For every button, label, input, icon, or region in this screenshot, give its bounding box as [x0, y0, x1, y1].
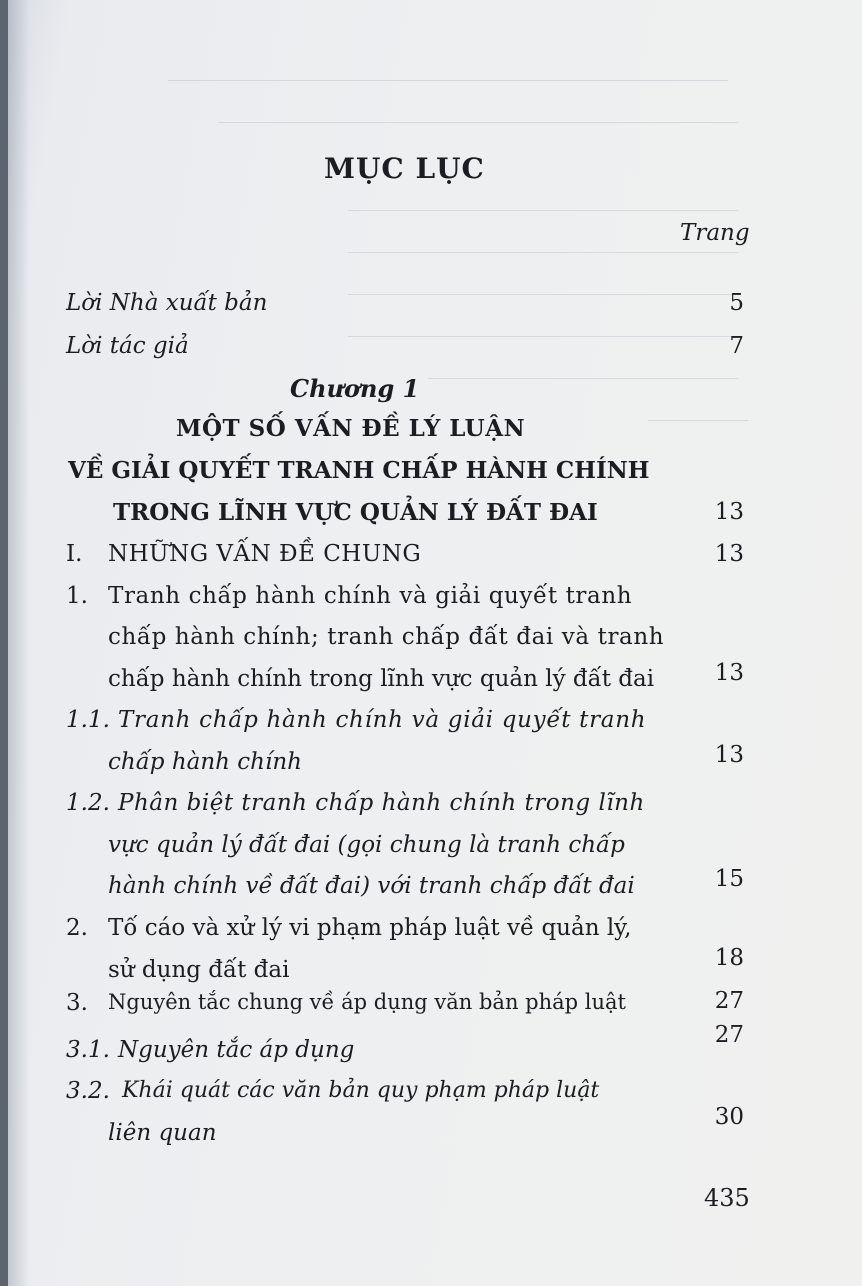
chapter-label: Chương 1 — [290, 374, 420, 403]
section-title: NHỮNG VẤN ĐỀ CHUNG — [108, 541, 422, 567]
item-text-line: Phân biệt tranh chấp hành chính trong lĩnh — [118, 790, 645, 816]
toc-page-number: 27 — [714, 988, 744, 1014]
chapter-title-line: TRONG LĨNH VỰC QUẢN LÝ ĐẤT ĐAI — [113, 499, 598, 526]
item-text-line: Nguyên tắc chung về áp dụng văn bản pháp luật — [108, 990, 626, 1014]
item-number: 1.2. — [66, 790, 110, 816]
item-text-line: Tố cáo và xử lý vi phạm pháp luật về quản lý, — [108, 915, 632, 941]
toc-page-number: 15 — [714, 866, 744, 892]
item-text-line: Khái quát các văn bản quy phạm pháp luật — [122, 1078, 600, 1103]
item-text-line: Tranh chấp hành chính và giải quyết tranh — [118, 707, 647, 733]
section-number: I. — [66, 541, 83, 567]
item-text-line: Tranh chấp hành chính và giải quyết tranh — [108, 583, 633, 609]
item-text-line: vực quản lý đất đai (gọi chung là tranh chấp — [108, 832, 625, 858]
item-number: 3.1. — [66, 1037, 110, 1063]
chapter-title-line: MỘT SỐ VẤN ĐỀ LÝ LUẬN — [176, 415, 526, 442]
item-number: 1.1. — [66, 707, 110, 733]
item-text-line: liên quan — [108, 1120, 217, 1146]
item-text-line: Nguyên tắc áp dụng — [118, 1037, 355, 1063]
toc-page-number: 30 — [714, 1104, 744, 1130]
toc-page-number: 5 — [729, 290, 744, 316]
item-text-line: sử dụng đất đai — [108, 957, 290, 983]
toc-entry-publisher-note: Lời Nhà xuất bản — [66, 290, 268, 316]
toc-page-number: 13 — [714, 499, 744, 525]
book-page — [8, 0, 862, 1286]
toc-entry-author-note: Lời tác giả — [66, 333, 189, 359]
toc-page-number: 13 — [714, 742, 744, 768]
toc-page-number: 27 — [714, 1022, 744, 1048]
toc-page-number: 7 — [729, 333, 744, 359]
item-text-line: chấp hành chính trong lĩnh vực quản lý đất đai — [108, 666, 655, 692]
item-number: 3.2. — [66, 1078, 110, 1104]
item-text-line: chấp hành chính — [108, 749, 302, 775]
page-column-label: Trang — [680, 220, 750, 246]
toc-page-number: 13 — [714, 660, 744, 686]
toc-page-number: 13 — [714, 541, 744, 567]
item-number: 2. — [66, 915, 88, 941]
footer-page-number: 435 — [704, 1184, 750, 1212]
chapter-title-line: VỀ GIẢI QUYẾT TRANH CHẤP HÀNH CHÍNH — [68, 457, 650, 484]
page-fold-shadow — [8, 0, 30, 1286]
page-title: MỤC LỤC — [324, 152, 485, 185]
toc-page-number: 18 — [714, 945, 744, 971]
item-text-line: hành chính về đất đai) với tranh chấp đất đai — [108, 873, 635, 899]
item-text-line: chấp hành chính; tranh chấp đất đai và tranh — [108, 624, 665, 650]
item-number: 1. — [66, 583, 88, 609]
item-number: 3. — [66, 990, 88, 1016]
